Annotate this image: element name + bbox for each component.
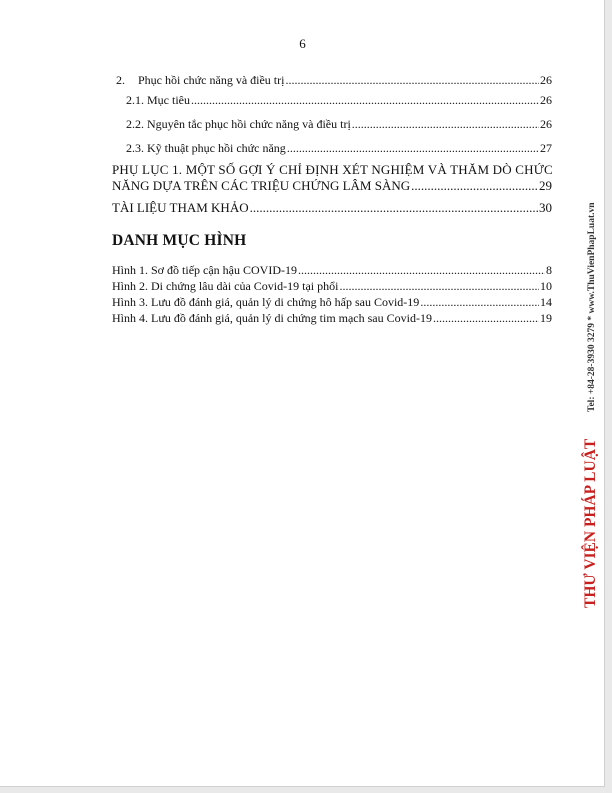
figure-title: Hình 3. Lưu đồ đánh giá, quản lý di chứng hô hấp sau Covid-19 bbox=[112, 295, 420, 309]
dot-leader bbox=[287, 140, 539, 156]
figure-entry-3[interactable] bbox=[112, 294, 552, 310]
dot-leader bbox=[339, 278, 539, 294]
figure-page-number: 19 bbox=[540, 311, 552, 325]
figure-title: Hình 4. Lưu đồ đánh giá, quản lý di chứng tim mạch sau Covid-19 bbox=[112, 311, 432, 325]
page-number: 6 bbox=[299, 36, 306, 51]
figure-title: Hình 1. Sơ đồ tiếp cận hậu COVID-19 bbox=[112, 263, 297, 277]
dot-leader bbox=[420, 294, 539, 310]
toc-entry-2-2[interactable] bbox=[112, 116, 552, 132]
toc-page-number: 29 bbox=[539, 178, 552, 193]
appendix-title-line-2: NĂNG DỰA TRÊN CÁC TRIỆU CHỨNG LÂM SÀNG bbox=[112, 178, 411, 193]
toc-section-title: Phục hồi chức năng và điều trị bbox=[138, 73, 285, 87]
toc-entry-title: TÀI LIỆU THAM KHẢO bbox=[112, 200, 249, 215]
figure-entry-2[interactable] bbox=[112, 278, 552, 294]
toc-section-number: 2. bbox=[116, 73, 125, 87]
dot-leader bbox=[298, 262, 545, 278]
toc-entry-2-3[interactable] bbox=[112, 140, 552, 156]
figure-page-number: 10 bbox=[540, 279, 552, 293]
toc-entry-title: 2.1. Mục tiêu bbox=[126, 93, 190, 107]
toc-page-number: 27 bbox=[540, 141, 552, 155]
toc-entry-section-2[interactable] bbox=[112, 72, 552, 88]
toc-entry-2-1[interactable] bbox=[112, 92, 552, 108]
toc-entry-references[interactable] bbox=[112, 200, 552, 216]
toc-page-number: 26 bbox=[540, 93, 552, 107]
watermark bbox=[580, 118, 600, 608]
dot-leader bbox=[191, 92, 539, 108]
toc-page-number: 26 bbox=[540, 117, 552, 131]
dot-leader bbox=[433, 310, 539, 326]
toc-page-number: 26 bbox=[540, 73, 552, 87]
list-of-figures bbox=[112, 262, 552, 326]
dot-leader bbox=[250, 200, 538, 216]
toc-entry-title: 2.2. Nguyên tắc phục hồi chức năng và điều trị bbox=[126, 117, 351, 131]
watermark-text bbox=[580, 118, 600, 608]
appendix-title-line-1: PHỤ LỤC 1. MỘT SỐ GỢI Ý CHỈ ĐỊNH XÉT NGHIỆM VÀ THĂM DÒ CHỨC bbox=[112, 162, 553, 177]
dot-leader bbox=[285, 72, 539, 88]
figures-heading: DANH MỤC HÌNH bbox=[112, 232, 247, 249]
watermark-brand-text: THƯ VIỆN PHÁP LUẬT bbox=[582, 438, 599, 608]
figure-title: Hình 2. Di chứng lâu dài của Covid-19 tại phổi bbox=[112, 279, 339, 293]
figure-entry-4[interactable] bbox=[112, 310, 552, 326]
figure-page-number: 8 bbox=[546, 263, 552, 277]
watermark-contact-text: Tel: +84-28-3930 3279 * www.ThuVienPhapLuat.vn bbox=[587, 202, 597, 412]
dot-leader bbox=[411, 178, 538, 194]
toc-entry-appendix-1[interactable] bbox=[112, 162, 552, 194]
toc-entry-title: 2.3. Kỹ thuật phục hồi chức năng bbox=[126, 141, 286, 155]
dot-leader bbox=[352, 116, 539, 132]
figure-page-number: 14 bbox=[540, 295, 552, 309]
figure-entry-1[interactable] bbox=[112, 262, 552, 278]
toc-page-number: 30 bbox=[539, 200, 552, 215]
table-of-contents bbox=[112, 68, 552, 216]
